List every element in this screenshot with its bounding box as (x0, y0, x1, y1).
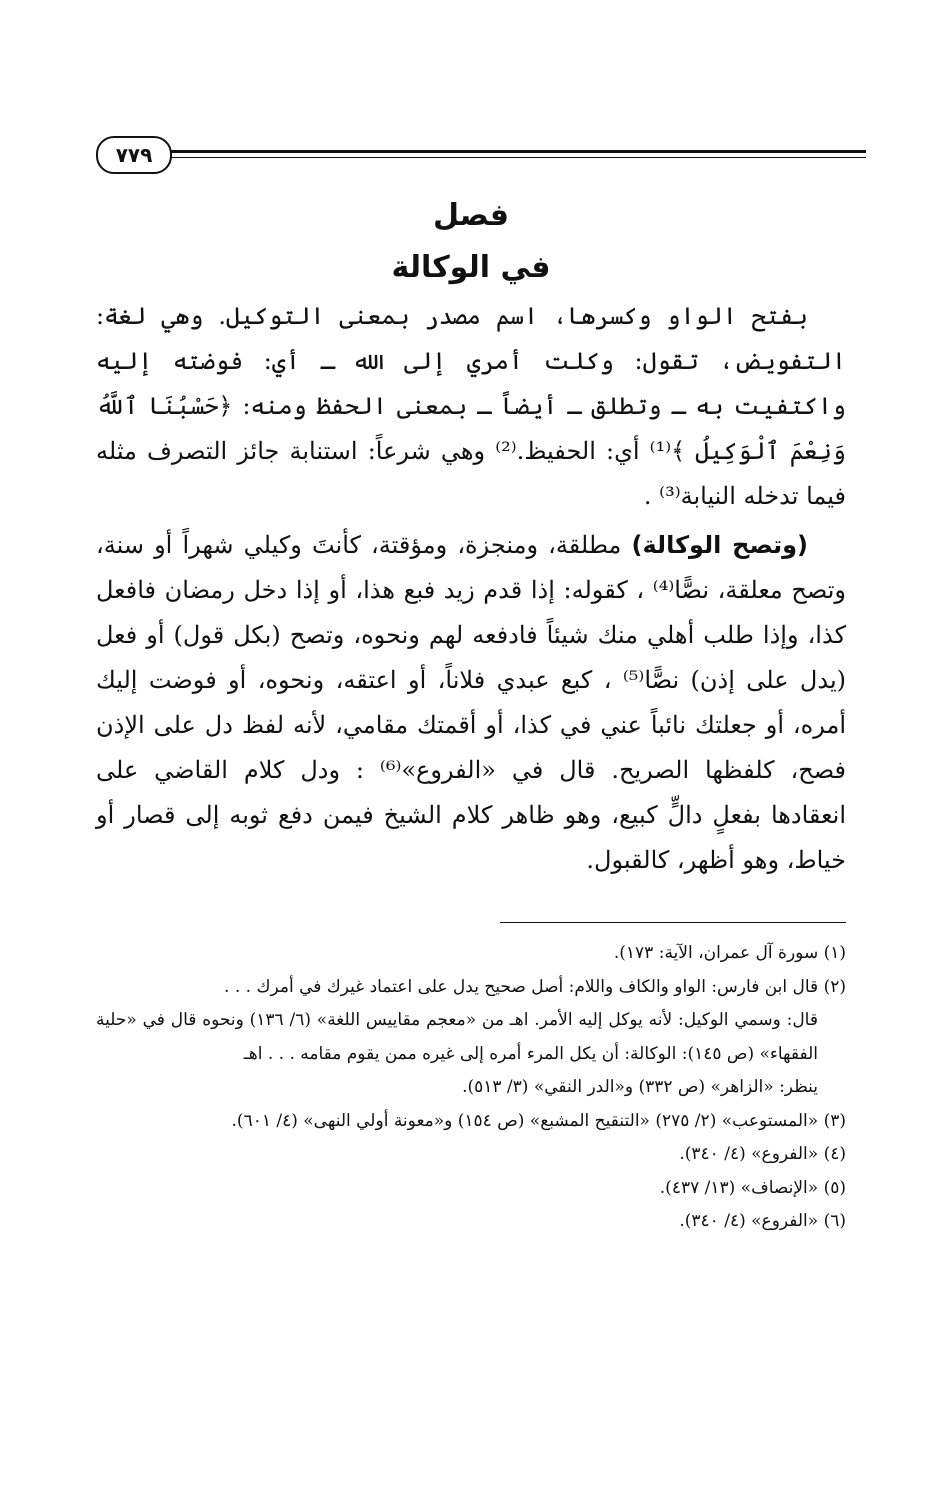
page-header (96, 136, 866, 176)
footnote-4: (٤) «الفروع» (٤/ ٣٤٠). (679, 1144, 846, 1164)
paragraph-2-lead: (وتصح الوكالة) (631, 531, 808, 559)
footnote-divider (500, 922, 846, 923)
footnote-2-reference: ينظر: «الزاهر» (ص ٣٣٢) و«الدر النقي» (٣/ ٥١٣). (462, 1077, 818, 1097)
footnote-1: (١) سورة آل عمران، الآية: ١٧٣). (613, 943, 846, 963)
header-rule (166, 150, 866, 153)
main-text (96, 190, 846, 883)
page-number: ٧٧٩ (96, 136, 172, 174)
footnote-2-continuation: قال: وسمي الوكيل: لأنه يوكل إليه الأمر. اهـ من «معجم مقاييس اللغة» (٦/ ١٣٦) ونحوه قال في «حلية الفقهاء» (ص ١٤٥): الوكالة: أن يكل المرء أمره إلى غيره ممن يقوم مقامه . . . اهـ (96, 1010, 818, 1064)
section-title: فصل (433, 198, 509, 233)
paragraph-2-text: مطلقة، ومنجزة، ومؤقتة، كأنتَ وكيلي شهراً أو سنة، وتصح معلقة، نصًّا⁽⁴⁾ ، كقوله: إذا قدم زيد فبع هذا، أو إذا دخل رمضان فافعل كذا، وإذا طلب أهلي منك شيئاً فادفعه لهم ونحوه، وتصح (بكل قول) أو فعل (يدل على إذن) نصًّا⁽⁵⁾ ، كبع عبدي فلاناً، أو اعتقه، ونحوه، أو فوضت إليك أمره، أو جعلتك نائباً عني في كذا، أو أقمتك مقامي، لأنه لفظ دل على الإذن فصح، كلفظها الصريح. قال في «الفروع»⁽⁶⁾ : ودل كلام القاضي على انعقادها بفعلٍ دالٍّ كبيع، وهو ظاهر كلام الشيخ فيمن دفع ثوبه إلى قصار أو خياط، وهو أظهر، كالقبول. (96, 531, 847, 874)
footnote-3: (٣) «المستوعب» (٢/ ٢٧٥) «التنقيح المشبع» (ص ١٥٤) و«معونة أولي النهى» (٤/ ٦٠١). (231, 1110, 846, 1131)
header-rule-thin (166, 157, 866, 158)
paragraph-2 (96, 523, 846, 883)
paragraph-1 (96, 294, 846, 519)
footnote-5: (٥) «الإنصاف» (١٣/ ٤٣٧). (659, 1177, 846, 1198)
section-subtitle: في الوكالة (391, 250, 551, 285)
footnote-6: (٦) «الفروع» (٤/ ٣٤٠). (679, 1211, 846, 1231)
paragraph-1-text: بفتح الواو وكسرها، اسم مصدر بمعنى التوكيل. وهي لغة: التفويض، تقول: وكلت أمري إلى الله ـ أي: فوضته إليه واكتفيت به ـ وتطلق ـ أيضاً ـ بمعنى الحفظ ومنه: ﴿حَسْبُنَا ٱللَّهُ وَنِعْمَ ٱلْوَكِيلُ ﴾⁽¹⁾ أي: الحفيظ.⁽²⁾ وهي شرعاً: استنابة جائز التصرف مثله فيما تدخله النيابة⁽³⁾ . (96, 302, 846, 510)
footnote-2: (٢) قال ابن فارس: الواو والكاف واللام: أصل صحيح يدل على اعتماد غيرك في أمرك . . . (224, 976, 846, 997)
footnotes (96, 937, 846, 1239)
